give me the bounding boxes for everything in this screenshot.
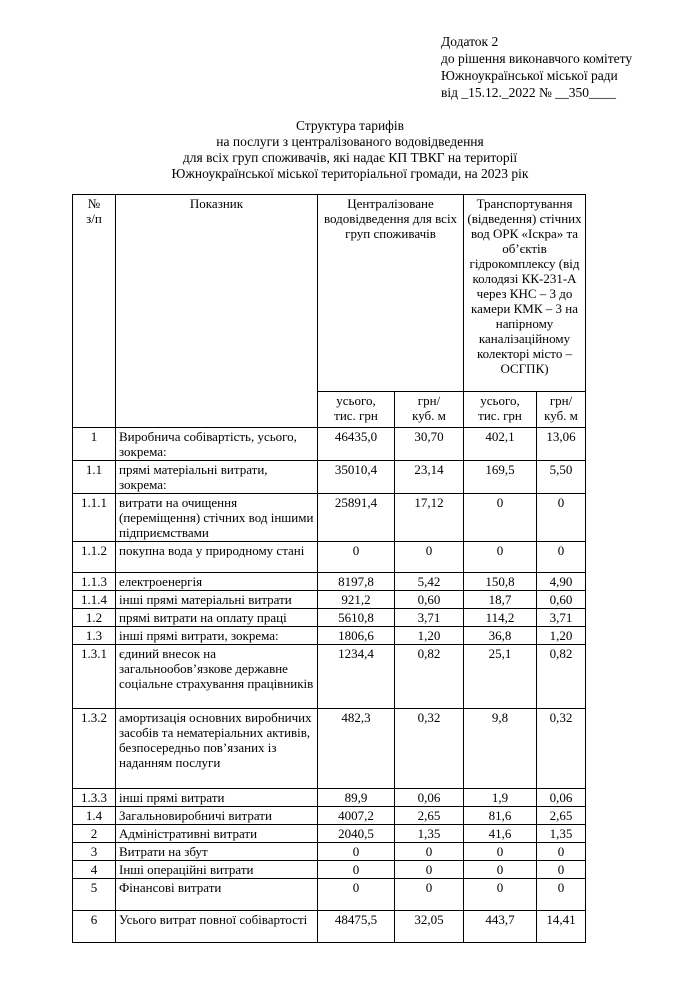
row-per-m3-transport: 14,41 <box>537 911 586 943</box>
table-row <box>73 573 586 591</box>
row-total-transport: 41,6 <box>464 825 537 843</box>
row-number: 1.3.3 <box>73 789 116 807</box>
row-per-m3-centralized: 23,14 <box>395 461 464 494</box>
row-number: 6 <box>73 911 116 943</box>
header-per-m3-1-label: грн/ куб. м <box>412 393 446 423</box>
table-row <box>73 461 586 494</box>
heading-line-1: Структура тарифів <box>295 118 405 133</box>
row-total-transport: 0 <box>464 542 537 573</box>
header-indicator: Показник <box>116 195 318 428</box>
tariff-structure-table <box>72 194 586 943</box>
row-per-m3-transport: 2,65 <box>537 807 586 825</box>
row-total-centralized: 2040,5 <box>318 825 395 843</box>
header-number-label: № з/п <box>86 196 102 226</box>
table-row <box>73 789 586 807</box>
table-row <box>73 879 586 911</box>
row-number: 1.4 <box>73 807 116 825</box>
row-number: 1.3 <box>73 627 116 645</box>
addendum-line-2: до рішення виконавчого комітету <box>441 51 633 66</box>
row-per-m3-transport: 5,50 <box>537 461 586 494</box>
row-per-m3-centralized: 0 <box>395 542 464 573</box>
table-row <box>73 807 586 825</box>
row-total-transport: 81,6 <box>464 807 537 825</box>
row-total-transport: 0 <box>464 861 537 879</box>
row-number: 1.1.2 <box>73 542 116 573</box>
row-indicator: амортизація основних виробничих засобів та нематеріальних активів, безпосередньо пов’язаних із наданням послуги <box>116 709 318 789</box>
row-per-m3-centralized: 0 <box>395 843 464 861</box>
row-per-m3-centralized: 0 <box>395 861 464 879</box>
row-per-m3-centralized: 32,05 <box>395 911 464 943</box>
row-per-m3-transport: 0 <box>537 843 586 861</box>
row-total-transport: 25,1 <box>464 645 537 709</box>
row-total-transport: 36,8 <box>464 627 537 645</box>
table-row <box>73 494 586 542</box>
table-row <box>73 428 586 461</box>
row-total-transport: 0 <box>464 843 537 861</box>
row-number: 1.1 <box>73 461 116 494</box>
row-per-m3-transport: 1,20 <box>537 627 586 645</box>
table-row <box>73 645 586 709</box>
row-total-centralized: 1234,4 <box>318 645 395 709</box>
row-total-transport: 0 <box>464 494 537 542</box>
row-total-centralized: 5610,8 <box>318 609 395 627</box>
row-indicator: Загальновиробничі витрати <box>116 807 318 825</box>
row-total-centralized: 0 <box>318 879 395 911</box>
row-indicator: єдиний внесок на загальнообов’язкове державне соціальне страхування працівників <box>116 645 318 709</box>
row-total-centralized: 48475,5 <box>318 911 395 943</box>
row-per-m3-transport: 0 <box>537 542 586 573</box>
row-per-m3-centralized: 0,32 <box>395 709 464 789</box>
row-total-centralized: 35010,4 <box>318 461 395 494</box>
row-per-m3-centralized: 0,60 <box>395 591 464 609</box>
row-total-transport: 18,7 <box>464 591 537 609</box>
row-number: 3 <box>73 843 116 861</box>
row-per-m3-centralized: 30,70 <box>395 428 464 461</box>
row-per-m3-transport: 0,60 <box>537 591 586 609</box>
header-per-m3-2 <box>537 392 586 428</box>
table-row <box>73 861 586 879</box>
table-body <box>73 428 586 943</box>
row-per-m3-transport: 0 <box>537 879 586 911</box>
row-total-transport: 9,8 <box>464 709 537 789</box>
row-indicator: Фінансові витрати <box>116 879 318 911</box>
row-per-m3-centralized: 1,20 <box>395 627 464 645</box>
row-indicator: інші прямі витрати, зокрема: <box>116 627 318 645</box>
table-row <box>73 609 586 627</box>
row-per-m3-centralized: 2,65 <box>395 807 464 825</box>
row-number: 1.2 <box>73 609 116 627</box>
row-per-m3-transport: 13,06 <box>537 428 586 461</box>
row-total-transport: 443,7 <box>464 911 537 943</box>
header-total-1 <box>318 392 395 428</box>
row-total-centralized: 4007,2 <box>318 807 395 825</box>
row-per-m3-transport: 1,35 <box>537 825 586 843</box>
heading-line-2: на послуги з централізованого водовідведення <box>216 134 484 149</box>
row-per-m3-centralized: 1,35 <box>395 825 464 843</box>
header-per-m3-1 <box>395 392 464 428</box>
header-transportation: Транспортування (відведення) стічних вод ОРК «Іскра» та об’єктів гідрокомплексу (від колодязі КК-231-А через КНС – 3 до камери КМК – 3 на напірному каналізаційному колекторі місто – ОСГПК) <box>464 195 586 392</box>
addendum-block <box>441 33 632 101</box>
row-total-centralized: 921,2 <box>318 591 395 609</box>
row-indicator: Інші операційні витрати <box>116 861 318 879</box>
row-number: 1.3.1 <box>73 645 116 709</box>
row-indicator: прямі матеріальні витрати, зокрема: <box>116 461 318 494</box>
row-total-transport: 0 <box>464 879 537 911</box>
row-per-m3-transport: 3,71 <box>537 609 586 627</box>
header-total-2-label: усього, тис. грн <box>478 393 522 423</box>
row-per-m3-transport: 4,90 <box>537 573 586 591</box>
row-total-centralized: 89,9 <box>318 789 395 807</box>
header-centralized-drainage: Централізоване водовідведення для всіх груп споживачів <box>318 195 464 392</box>
row-number: 1.1.3 <box>73 573 116 591</box>
row-number: 1 <box>73 428 116 461</box>
row-indicator: Витрати на збут <box>116 843 318 861</box>
row-per-m3-transport: 0 <box>537 861 586 879</box>
row-total-centralized: 46435,0 <box>318 428 395 461</box>
header-per-m3-2-label: грн/ куб. м <box>544 393 578 423</box>
table-row <box>73 911 586 943</box>
row-total-centralized: 0 <box>318 861 395 879</box>
row-number: 2 <box>73 825 116 843</box>
row-indicator: покупна вода у природному стані <box>116 542 318 573</box>
header-number <box>73 195 116 428</box>
row-number: 4 <box>73 861 116 879</box>
table-row <box>73 843 586 861</box>
table-row <box>73 627 586 645</box>
row-total-centralized: 482,3 <box>318 709 395 789</box>
addendum-line-4: від _15.12._2022 № __350____ <box>441 85 616 100</box>
row-total-centralized: 8197,8 <box>318 573 395 591</box>
row-total-transport: 114,2 <box>464 609 537 627</box>
row-per-m3-centralized: 5,42 <box>395 573 464 591</box>
row-total-transport: 402,1 <box>464 428 537 461</box>
row-total-centralized: 1806,6 <box>318 627 395 645</box>
row-indicator: Виробнича собівартість, усього, зокрема: <box>116 428 318 461</box>
heading-line-4: Южноукраїнської міської територіальної громади, на 2023 рік <box>171 166 529 181</box>
table-row <box>73 542 586 573</box>
row-indicator: Усього витрат повної собівартості <box>116 911 318 943</box>
row-indicator: витрати на очищення (переміщення) стічних вод іншими підприємствами <box>116 494 318 542</box>
row-number: 1.1.4 <box>73 591 116 609</box>
row-indicator: Адміністративні витрати <box>116 825 318 843</box>
row-indicator: прямі витрати на оплату праці <box>116 609 318 627</box>
addendum-line-3: Южноукраїнської міської ради <box>441 68 618 83</box>
row-per-m3-transport: 0,32 <box>537 709 586 789</box>
table-row <box>73 709 586 789</box>
row-indicator: інші прямі витрати <box>116 789 318 807</box>
row-per-m3-transport: 0,06 <box>537 789 586 807</box>
document-heading <box>70 118 630 182</box>
row-total-transport: 1,9 <box>464 789 537 807</box>
row-total-transport: 150,8 <box>464 573 537 591</box>
row-total-centralized: 0 <box>318 542 395 573</box>
row-number: 1.3.2 <box>73 709 116 789</box>
row-total-transport: 169,5 <box>464 461 537 494</box>
row-number: 5 <box>73 879 116 911</box>
row-indicator: інші прямі матеріальні витрати <box>116 591 318 609</box>
row-per-m3-transport: 0,82 <box>537 645 586 709</box>
row-per-m3-centralized: 0,06 <box>395 789 464 807</box>
row-per-m3-centralized: 17,12 <box>395 494 464 542</box>
row-per-m3-transport: 0 <box>537 494 586 542</box>
header-total-1-label: усього, тис. грн <box>334 393 378 423</box>
header-total-2 <box>464 392 537 428</box>
row-per-m3-centralized: 0,82 <box>395 645 464 709</box>
row-per-m3-centralized: 3,71 <box>395 609 464 627</box>
row-total-centralized: 25891,4 <box>318 494 395 542</box>
heading-line-3: для всіх груп споживачів, які надає КП ТВКГ на території <box>182 150 518 165</box>
row-per-m3-centralized: 0 <box>395 879 464 911</box>
addendum-line-1: Додаток 2 <box>441 34 499 49</box>
row-total-centralized: 0 <box>318 843 395 861</box>
row-indicator: електроенергія <box>116 573 318 591</box>
table-row <box>73 591 586 609</box>
row-number: 1.1.1 <box>73 494 116 542</box>
table-row <box>73 825 586 843</box>
